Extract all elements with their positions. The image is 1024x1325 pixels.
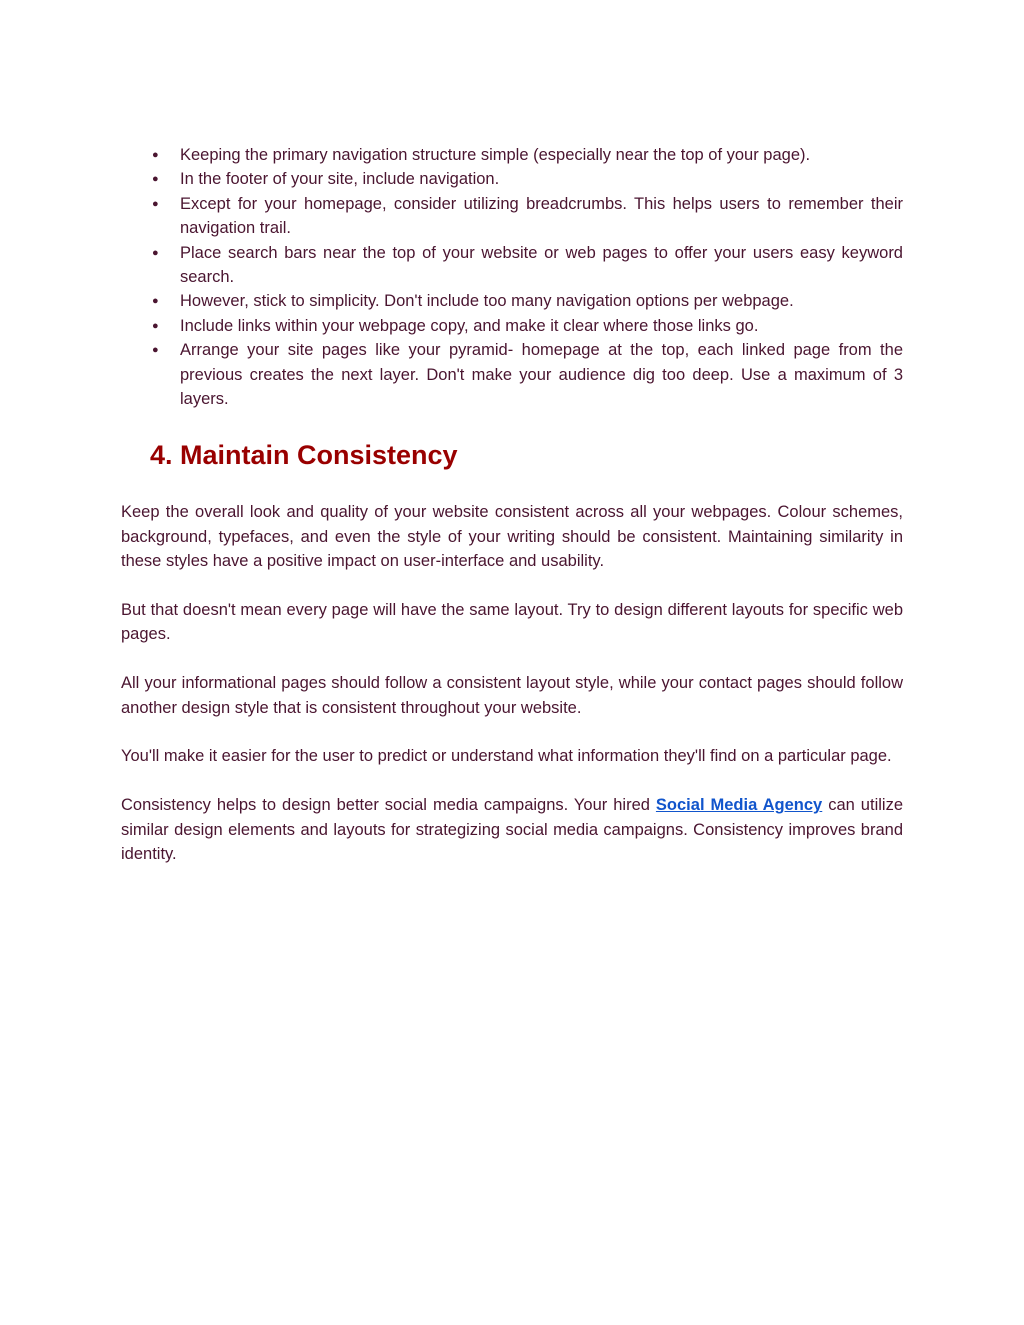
navigation-tips-list (121, 143, 903, 411)
list-item: ● Arrange your site pages like your pyramid- homepage at the top, each linked page from the previous creates the next layer. Don't make your audience dig too deep. Use a maximum of 3 layers. (180, 338, 903, 411)
paragraph-text-after-link: can utilize similar design elements and layouts for strategizing social media campaigns. Consistency improves brand identity. (121, 796, 903, 864)
paragraph-predictability: You'll make it easier for the user to predict or understand what information they'll find on a particular page. (121, 747, 892, 766)
social-media-agency-link[interactable]: Social Media Agency (655, 796, 823, 815)
list-item: ● Keeping the primary navigation structure simple (especially near the top of your page). (180, 143, 903, 167)
page-content (121, 143, 903, 867)
list-item: ● Include links within your webpage copy, and make it clear where those links go. (180, 314, 903, 338)
list-item: ● In the footer of your site, include navigation. (180, 167, 903, 191)
paragraph-text-before-link: Consistency helps to design better social media campaigns. Your hired (121, 796, 656, 815)
paragraph-overall-look: Keep the overall look and quality of your website consistent across all your webpages. Colour schemes, background, typefaces, and even the style of your writing should be consistent. Maintaining similarity in these styles have a positive impact on user-interface and usability. (121, 503, 903, 571)
section-heading: 4. Maintain Consistency (150, 440, 458, 471)
list-item: ● Except for your homepage, consider utilizing breadcrumbs. This helps users to remember their navigation trail. (180, 192, 903, 241)
paragraph-layouts: But that doesn't mean every page will have the same layout. Try to design different layouts for specific web pages. (121, 601, 903, 644)
list-item: ● Place search bars near the top of your website or web pages to offer your users easy keyword search. (180, 241, 903, 290)
list-item: ● However, stick to simplicity. Don't include too many navigation options per webpage. (180, 289, 903, 313)
paragraph-social-media (121, 793, 903, 866)
paragraph-informational-pages: All your informational pages should follow a consistent layout style, while your contact pages should follow another design style that is consistent throughout your website. (121, 674, 903, 717)
